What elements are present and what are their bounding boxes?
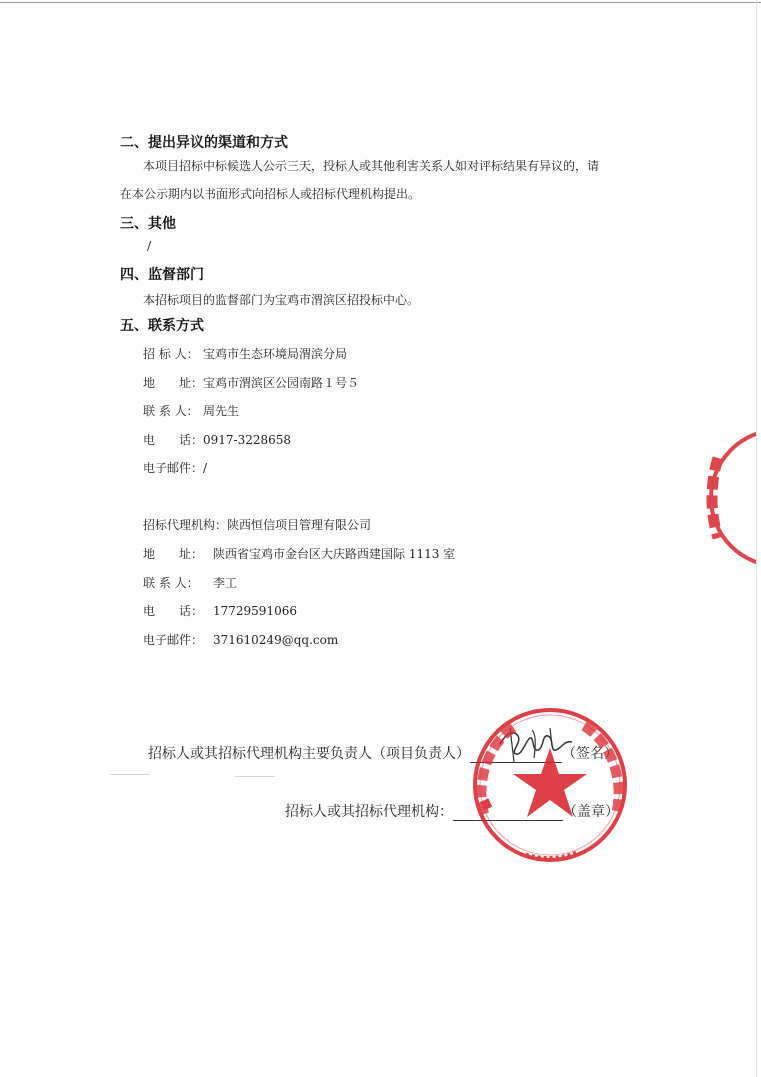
tenderer-email-label: 电子邮件： xyxy=(143,461,204,475)
tenderer-name-label: 招 标 人： xyxy=(143,347,199,361)
agency-address-row xyxy=(143,545,455,562)
scan-speck xyxy=(110,774,150,775)
tenderer-name: 宝鸡市生态环境局渭滨分局 xyxy=(203,347,348,361)
agency-phone: 17729591066 xyxy=(213,604,297,618)
scan-speck xyxy=(235,776,275,777)
company-seal-icon xyxy=(466,704,634,866)
objection-line-1: 本项目招标中标候选人公示三天，投标人或其他利害关系人如对评标结果有异议的，请 xyxy=(143,159,600,173)
tenderer-phone-label: 电 话： xyxy=(143,433,204,447)
tenderer-contact-label: 联 系 人： xyxy=(143,404,199,418)
tenderer-address-row xyxy=(143,374,359,391)
agency-name-row xyxy=(143,516,371,533)
heading-objection: 二、提出异议的渠道和方式 xyxy=(120,135,288,151)
agency-contact-label: 联 系 人： xyxy=(143,576,199,590)
signature-line-2-text: 招标人或其招标代理机构： xyxy=(285,804,453,820)
objection-line-2: 在本公示期内以书面形式向招标人或招标代理机构提出。 xyxy=(120,187,421,201)
scan-right-edge xyxy=(756,0,757,1077)
agency-address-label: 地 址： xyxy=(143,547,204,561)
tenderer-email-row xyxy=(143,459,207,476)
agency-phone-label: 电 话： xyxy=(143,604,204,618)
heading-contact: 五、联系方式 xyxy=(120,318,204,334)
signature-line-1-suffix: （签名） xyxy=(562,746,618,762)
tenderer-address-label: 地 址： xyxy=(143,376,204,390)
other-text: / xyxy=(147,239,152,253)
tenderer-contact: 周先生 xyxy=(203,404,240,418)
agency-contact-row xyxy=(143,574,237,591)
agency-contact: 李工 xyxy=(213,576,238,590)
agency-email: 371610249@qq.com xyxy=(213,633,339,647)
signature-line-1-text: 招标人或其招标代理机构主要负责人（项目负责人） xyxy=(148,746,470,762)
agency-phone-row xyxy=(143,602,297,619)
svg-text:◆: ◆ xyxy=(473,794,498,814)
tenderer-address: 宝鸡市渭滨区公园南路１号５ xyxy=(203,376,360,390)
supervision-text: 本招标项目的监督部门为宝鸡市渭滨区招投标中心。 xyxy=(143,293,420,307)
tenderer-phone-row xyxy=(143,431,291,448)
tenderer-name-row xyxy=(143,345,347,362)
agency-name: 陕西恒信项目管理有限公司 xyxy=(227,518,372,532)
partial-seal-icon xyxy=(704,428,756,568)
signature-line-2-suffix: （盖章） xyxy=(563,804,619,820)
agency-name-label: 招标代理机构： xyxy=(143,518,228,532)
agency-email-label: 电子邮件： xyxy=(143,633,204,647)
agency-address: 陕西省宝鸡市金台区大庆路西建国际 1113 室 xyxy=(213,547,456,561)
tenderer-contact-row xyxy=(143,402,239,419)
tenderer-phone: 0917-3228658 xyxy=(203,433,292,447)
tenderer-email: / xyxy=(203,461,208,475)
agency-email-row xyxy=(143,631,338,648)
heading-supervision: 四、监督部门 xyxy=(120,267,204,283)
heading-other: 三、其他 xyxy=(120,216,176,232)
scan-top-edge xyxy=(0,2,761,3)
